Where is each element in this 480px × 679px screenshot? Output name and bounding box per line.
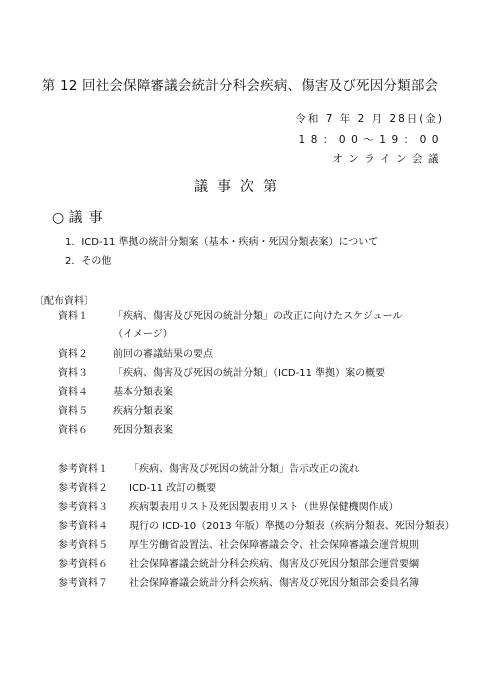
meeting-title: 第 12 回社会保障審議会統計分科会疾病、傷害及び死因分類部会: [41, 78, 439, 94]
reference-number: 参考資料５: [58, 540, 108, 551]
reference-title: 「疾病、傷害及び死因の統計分類」告示改正の流れ: [129, 464, 359, 475]
reference-number: 参考資料６: [58, 559, 108, 570]
meeting-time: 18：00～19：00: [298, 134, 444, 146]
reference-title: 社会保障審議会統計分科会疾病、傷害及び死因分類部会委員名簿: [129, 578, 419, 589]
reference-number: 参考資料４: [58, 521, 108, 532]
meeting-date: 令和 7 年 2 月 28日(金): [295, 113, 444, 125]
material-number: 資料５: [58, 406, 88, 417]
material-number: 資料２: [58, 349, 88, 360]
agenda-item: 2．その他: [65, 256, 112, 267]
material-title: 「疾病、傷害及び死因の統計分類」の改正に向けたスケジュール: [113, 311, 403, 322]
material-title: 死因分類表案: [113, 425, 173, 436]
reference-number: 参考資料１: [58, 464, 108, 475]
reference-number: 参考資料２: [58, 483, 108, 494]
reference-title: 厚生労働省設置法、社会保障審議会令、社会保障審議会運営規則: [129, 540, 419, 551]
agenda-section-heading: [52, 207, 109, 227]
meeting-mode: オンライン会議: [332, 153, 444, 165]
material-title: 「疾病、傷害及び死因の統計分類」（ICD-11 準拠）案の概要: [113, 368, 386, 379]
agenda-section-label: 議事: [68, 210, 109, 226]
agenda-item: 1．ICD-11 準拠の統計分類案（基本・疾病・死因分類表案）について: [65, 237, 379, 248]
materials-heading: 〔配布資料〕: [34, 296, 94, 307]
material-number: 資料４: [58, 387, 88, 398]
material-title: 基本分類表案: [113, 387, 173, 398]
material-number: 資料３: [58, 368, 88, 379]
reference-title: 現行の ICD-10（2013 年版）準拠の分類表（疾病分類表、死因分類表）: [129, 521, 455, 532]
material-title: 前回の審議結果の要点: [113, 349, 213, 360]
reference-title: ICD-11 改訂の概要: [129, 483, 217, 494]
reference-number: 参考資料３: [58, 502, 108, 513]
reference-title: 社会保障審議会統計分科会疾病、傷害及び死因分類部会運営要綱: [129, 559, 419, 570]
material-number: 資料１: [58, 311, 88, 322]
material-title-continued: （イメージ）: [113, 329, 173, 340]
document-heading: 議事次第: [194, 179, 286, 195]
material-number: 資料６: [58, 425, 88, 436]
material-title: 疾病分類表案: [113, 406, 173, 417]
reference-number: 参考資料７: [58, 578, 108, 589]
reference-title: 疾病製表用リスト及死因製表用リスト（世界保健機関作成）: [129, 502, 399, 513]
circle-mark: ○: [52, 210, 65, 226]
